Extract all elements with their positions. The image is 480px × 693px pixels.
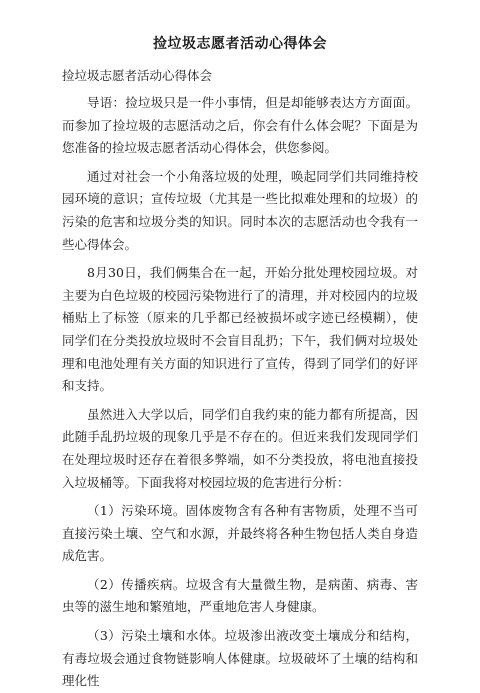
paragraph-activity: 8月30日，我们俩集合在一起，开始分批处理校园垃圾。对主要为白色垃圾的校园污染物进行了的清理，并对校园内的垃圾桶贴上了标签（原来的几乎都已经被损坏或字迹已经模糊），使同学们在分类投放垃圾时不会盲目乱扔；下午，我们俩对垃圾处理和电池处理有关方面的知识进行了宣传，得到了同学们的好评和支持。 — [62, 265, 418, 394]
paragraph-purpose: 通过对社会一个小角落垃圾的处理，唤起同学们共同维持校园环境的意识；宣传垃圾（尤其是一些比拟难处理和的垃圾）的污染的危害和垃圾分类的知识。同时本次的志愿活动也令我有一些心得体会。 — [62, 168, 418, 252]
paragraph-item-1: （1）污染环境。固体废物含有各种有害物质，处理不当可直接污染土壤、空气和水源，并最终将各种生物包括人类自身造成危害。 — [62, 503, 418, 564]
paragraph-item-2: （2）传播疾病。垃圾含有大量微生物，是病菌、病毒、害虫等的滋生地和繁殖地，严重地危害人身健康。 — [62, 576, 418, 615]
paragraph-intro: 导语：捡垃圾只是一件小事情，但是却能够表达方方面面。而参加了捡垃圾的志愿活动之后，你会有什么体会呢？下面是为您准备的捡垃圾志愿者活动心得体会，供您参阅。 — [62, 95, 418, 156]
document-subtitle: 捡垃圾志愿者活动心得体会 — [62, 68, 213, 83]
paragraph-analysis: 虽然进入大学以后，同学们自我约束的能力都有所提高，因此随手乱扔垃圾的现象几乎是不存在的。但近来我们发现同学们在处理垃圾时还存在着很多弊端，如不分类投放，将电池直接投入垃圾桶等。下面我将对校园垃圾的危害进行分析： — [62, 406, 418, 490]
document-title: 捡垃圾志愿者活动心得体会 — [153, 36, 327, 52]
paragraph-item-3: （3）污染土壤和水体。垃圾渗出液改变土壤成分和结构，有毒垃圾会通过食物链影响人体健康。垃圾破坏了土壤的结构和理化性 — [62, 628, 418, 689]
